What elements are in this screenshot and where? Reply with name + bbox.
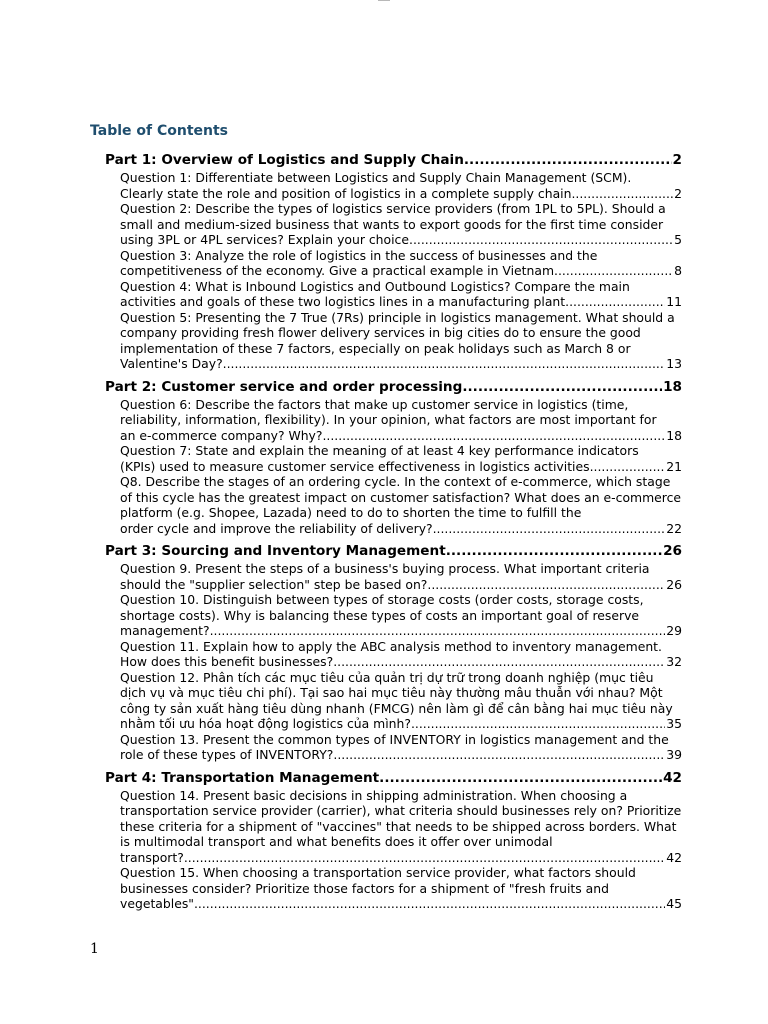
toc-entry-text-end: (KPIs) used to measure customer service effectiveness in logistics activities [120,458,590,474]
toc-entry-link[interactable] [120,310,682,372]
toc-entry-text-end: management? [120,623,210,638]
dot-leader [433,521,666,537]
toc-part [105,151,682,372]
part-page-number: 26 [663,543,682,559]
toc-entry-last-line [120,521,682,537]
dot-leader [571,186,673,202]
entry-page-number: 29 [666,623,682,638]
toc-entry-link[interactable] [120,201,682,248]
toc-entry-link[interactable] [120,279,682,310]
toc-entry-text: Q8. Describe the stages of an ordering cycle. In the context of e-commerce, which stage of this cycle has the greatest impact on customer satisfaction? What does an e-commerce platform (e.g. Shopee, Lazada) need to do to shorten the time to fulfill the [120,474,682,520]
toc-entry-last-line [120,459,682,475]
toc-entry-last-line [120,747,682,763]
toc-entry-text-end: How does this benefit businesses? [120,654,334,669]
toc-item-list [120,397,682,537]
toc-entry-text: Question 4: What is Inbound Logistics and Outbound Logistics? Compare the main [120,278,630,294]
page-number: 1 [90,941,99,957]
entry-page-number: 45 [666,896,682,911]
toc-item-list [120,561,682,763]
dot-leader [379,769,662,788]
dot-leader [184,850,665,866]
dot-leader [223,356,666,372]
part-heading-text: Part 1: Overview of Logistics and Supply Chain [105,152,464,168]
toc-entry-text: Question 10. Distinguish between types of storage costs (order costs, storage costs, shortage costs). Why is balancing these types of costs an important goal of reserve [120,592,644,623]
toc-entry-text: Question 15. When choosing a transportation service provider, what factors should businesses consider? Prioritize those factors for a shipment of "fresh fruits and [120,865,636,896]
toc-entry-text-end: Clearly state the role and position of logistics in a complete supply chain [120,185,572,201]
toc-entry-text: Question 13. Present the common types of INVENTORY in logistics management and the [120,731,669,747]
entry-page-number: 35 [666,716,682,731]
toc-entry-last-line [120,186,682,202]
part-heading-text: Part 3: Sourcing and Inventory Management [105,543,446,559]
toc-entry-text: Question 5: Presenting the 7 True (7Rs) principle in logistics management. What should a company providing fresh flower delivery services in big cities do to ensure the good implementation of these 7 factors, especially on peak holidays such as March 8 or [120,309,675,356]
toc-entry-text-end: Valentine's Day? [120,356,223,371]
toc-entry-link[interactable] [120,474,682,536]
toc-entry-text: Question 6: Describe the factors that make up customer service in logistics (time, reliability, information, flexibility). In your opinion, what factors are most important for [120,396,657,427]
entry-page-number: 8 [674,263,682,278]
toc-entry-last-line [120,654,682,670]
header-mark [378,0,390,1]
toc-entry-last-line [120,294,682,310]
toc-part-heading-link[interactable] [105,378,682,397]
entry-page-number: 5 [674,232,682,247]
entry-page-number: 32 [666,654,682,669]
toc-part [105,542,682,763]
toc-entry-text: Question 7: State and explain the meaning of at least 4 key performance indicators [120,443,639,458]
toc-part [105,378,682,537]
dot-leader [554,263,673,279]
toc-entry-text-end: activities and goals of these two logistics lines in a manufacturing plant [120,294,566,309]
toc-parts [90,151,682,912]
toc-item-list [120,170,682,372]
dot-leader [446,542,662,561]
entry-page-number: 42 [666,849,682,865]
toc-entry-text-end: transport? [120,849,184,865]
toc-entry-link[interactable] [120,865,682,912]
part-page-number: 18 [663,378,682,395]
dot-leader [409,232,673,248]
dot-leader [590,459,666,475]
toc-entry-text: Question 9. Present the steps of a business's buying process. What important criteria [120,561,650,576]
entry-page-number: 39 [666,747,682,762]
toc-entry-link[interactable] [120,788,682,866]
toc-entry-last-line [120,232,682,248]
toc-item-list [120,788,682,912]
dot-leader [427,577,665,593]
dot-leader [333,654,665,670]
toc-part [105,769,682,912]
toc-entry-last-line [120,850,682,866]
dot-leader [462,378,662,397]
dot-leader [464,151,672,170]
toc-entry-text: Question 14. Present basic decisions in shipping administration. When choosing a transportation service provider (carrier), what criteria should businesses rely on? Prioritize these criteria for a shipment of "vaccines" that needs to be shipped across borders. What is multimodal transport and what benefits does it offer over unimodal [120,787,682,849]
toc-entry-text-end: using 3PL or 4PL services? Explain your choice [120,232,409,247]
toc-entry-text: Question 12. Phân tích các mục tiêu của quản trị dự trữ trong doanh nghiệp (mục tiêu dịch vụ và mục tiêu chi phí). Tại sao hai mục tiêu này thường mâu thuẫn với nhau? Một công ty sản xuất hàng tiêu dùng nhanh (FMCG) nên làm gì để cân bằng hai mục tiêu này [120,669,673,716]
toc-entry-last-line [120,356,682,372]
part-page-number: 2 [672,152,682,168]
toc-part-heading-link[interactable] [105,769,682,788]
toc-entry-link[interactable] [120,592,682,639]
dot-leader [322,428,665,444]
part-heading-text: Part 4: Transportation Management [105,769,380,786]
entry-page-number: 26 [666,576,682,592]
toc-entry-last-line [120,716,682,732]
toc-part-heading-link[interactable] [105,151,682,170]
toc-entry-text: Question 2: Describe the types of logistics service providers (from 1PL to 5PL). Should a small and medium-sized business that wants to export goods for the first time consider [120,201,666,232]
toc-entry-link[interactable] [120,670,682,732]
entry-page-number: 2 [674,185,682,201]
entry-page-number: 13 [666,356,682,371]
toc-entry-link[interactable] [120,732,682,763]
toc-part-heading-link[interactable] [105,542,682,561]
entry-page-number: 18 [666,427,682,443]
toc-page [90,120,682,918]
part-page-number: 42 [663,769,682,786]
dot-leader [210,623,666,639]
toc-entry-text: Question 3: Analyze the role of logistics in the success of businesses and the [120,247,598,263]
dot-leader [194,896,665,912]
toc-entry-text: Question 1: Differentiate between Logistics and Supply Chain Management (SCM). [120,170,632,185]
toc-entry-link[interactable] [120,561,682,592]
toc-entry-link[interactable] [120,170,682,201]
part-heading-text: Part 2: Customer service and order processing [105,378,463,395]
toc-entry-link[interactable] [120,639,682,670]
toc-entry-text-end: an e-commerce company? Why? [120,427,323,443]
toc-entry-link[interactable] [120,397,682,444]
toc-entry-link[interactable] [120,443,682,474]
toc-entry-text-end: role of these types of INVENTORY? [120,747,334,762]
entry-page-number: 11 [666,294,682,309]
toc-entry-last-line [120,577,682,593]
entry-page-number: 22 [666,520,682,536]
toc-entry-text-end: order cycle and improve the reliability of delivery? [120,520,433,536]
toc-entry-last-line [120,263,682,279]
toc-entry-text-end: competitiveness of the economy. Give a practical example in Vietnam [120,263,555,278]
toc-entry-text-end: vegetables" [120,896,194,911]
toc-entry-link[interactable] [120,248,682,279]
toc-entry-last-line [120,428,682,444]
dot-leader [411,716,665,732]
toc-title: Table of Contents [90,123,229,139]
toc-entry-last-line [120,896,682,912]
toc-entry-text-end: nhằm tối ưu hóa hoạt động logistics của mình? [120,716,411,731]
toc-entry-last-line [120,623,682,639]
entry-page-number: 21 [666,458,682,474]
dot-leader [333,747,665,763]
dot-leader [565,294,665,310]
toc-entry-text: Question 11. Explain how to apply the ABC analysis method to inventory management. [120,638,662,654]
toc-entry-text-end: should the "supplier selection" step be based on? [120,576,428,592]
